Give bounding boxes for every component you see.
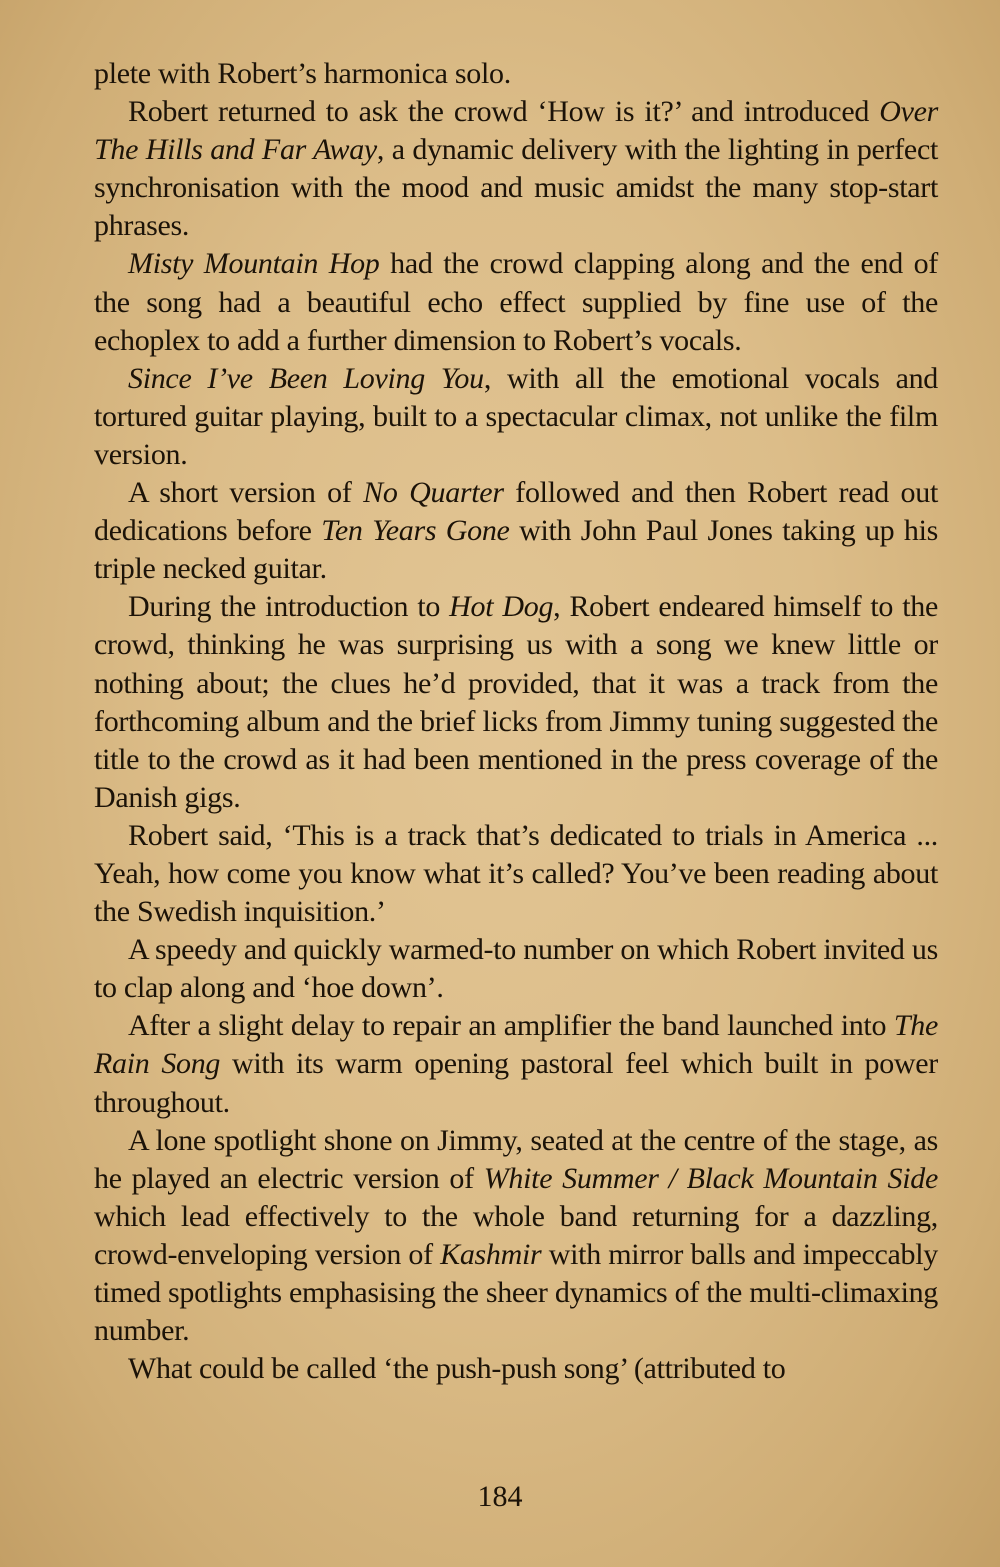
song-title: Over The Hills and Far Away (94, 95, 938, 167)
text-run: had the crowd clapping along and the end of the song had a beautiful echo effect supplied by fine use of the echoplex to add a further dimension to Robert’s vocals. (94, 247, 938, 357)
text-run: A short version of (128, 476, 364, 510)
paragraph (94, 931, 938, 1007)
paragraph (94, 1350, 938, 1388)
text-run: A lone spotlight shone on Jimmy, seated at the centre of the stage, as he played an electric version of (94, 1123, 938, 1195)
text-run: with mirror balls and impeccably timed spotlights emphasising the sheer dynamics of the multi-climaxing number. (94, 1237, 938, 1348)
text-run: , with all the emotional vocals and tortured guitar playing, built to a spectacular climax, not unlike the film version. (94, 361, 938, 471)
song-title: The Rain Song (94, 1009, 938, 1081)
page-number: 184 (477, 1480, 523, 1513)
song-title: White Summer / Black Mountain Side (483, 1161, 938, 1195)
song-title: Kashmir (440, 1237, 542, 1271)
text-run: plete with Robert’s harmonica solo. (94, 57, 511, 90)
text-run: After a slight delay to repair an amplifier the band launched into (128, 1009, 894, 1043)
paragraph (94, 1007, 938, 1121)
paragraph (94, 245, 938, 359)
text-run: A speedy and quickly warmed-to number on which Robert invited us to clap along and ‘hoe down’. (94, 933, 938, 1005)
text-run: What could be called ‘the push-push song’ (attributed to (128, 1352, 786, 1386)
text-run: During the introduction to (128, 590, 450, 624)
song-title: No Quarter (363, 476, 504, 510)
paragraph (94, 55, 938, 93)
paragraph (94, 588, 938, 817)
song-title: Hot Dog (449, 590, 554, 624)
text-run: with its warm opening pastoral feel which built in power throughout. (94, 1047, 938, 1119)
text-run: with John Paul Jones taking up his triple necked guitar. (94, 514, 938, 586)
page-body (94, 55, 938, 1388)
text-run: Robert said, ‘This is a track that’s dedicated to trials in America ... Yeah, how come you know what it’s called? You’ve been reading about the Swedish inquisition.’ (94, 818, 938, 929)
song-title: Since I’ve Been Loving You (128, 361, 484, 395)
paragraph (94, 1122, 938, 1351)
song-title: Ten Years Gone (321, 514, 510, 548)
text-run: , Robert endeared himself to the crowd, thinking he was surprising us with a song we knew little or nothing about; the clues he’d provided, that it was a track from the forthcoming album and the brief licks from Jimmy tuning suggested the title to the crowd as it had been mentioned in the press coverage of the Danish gigs. (94, 590, 938, 814)
text-run: , a dynamic delivery with the lighting in perfect synchronisation with the mood and music amidst the many stop-start phrases. (94, 133, 938, 243)
paragraph (94, 474, 938, 588)
text-run: which lead effectively to the whole band returning for a dazzling, crowd-enveloping version of (94, 1199, 938, 1271)
paragraph (94, 360, 938, 474)
paragraph (94, 817, 938, 931)
song-title: Misty Mountain Hop (128, 247, 380, 281)
text-run: followed and then Robert read out dedications before (94, 476, 938, 548)
paragraph (94, 93, 938, 245)
text-run: Robert returned to ask the crowd ‘How is it?’ and introduced (128, 95, 880, 129)
